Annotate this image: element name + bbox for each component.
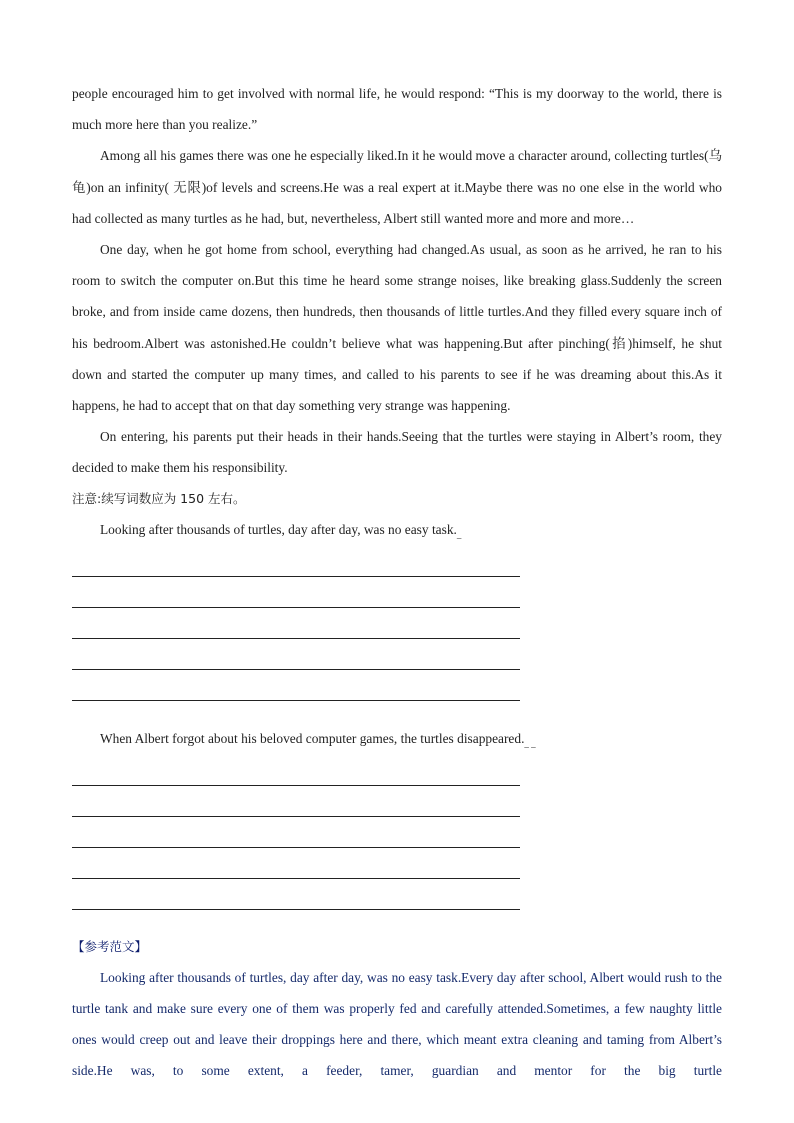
writing-line — [72, 546, 520, 577]
writing-line — [72, 608, 520, 639]
reference-essay: Looking after thousands of turtles, day after day, was no easy task.Every day after school, Albert would rush to the turtle tank and make sure every one of them was properly fed and carefully attended.Sometimes, a few naughty little ones would creep out and leave their droppings here and there, which meant extra cleaning and taming from Albert’s side.He was, to some extent, a feeder, tamer, guardian and mentor for the big turtle — [72, 969, 722, 1078]
story-paragraph-3: One day, when he got home from school, everything had changed.As usual, as soon as he arrived, he ran to his room to switch the computer on.But this time he heard some strange noises, like breaking glass.Suddenly the screen broke, and from inside came dozens, then hundreds, then thousands of little turtles.And they filled every square inch of his bedroom.Albert was astonished.He couldn’t believe what was happening.But after pinching(掐)himself, he shut down and started the computer up many times, and called to his parents to see if he was dreaming about this.As it happens, he had to accept that on that day something very strange was happening. — [72, 242, 722, 414]
writing-line — [72, 879, 520, 910]
writing-line — [72, 670, 520, 701]
story-paragraph-1: people encouraged him to get involved with normal life, he would respond: “This is my doorway to the world, there is much more here than you realize.” — [72, 86, 722, 133]
prompt-1-tail: _ — [456, 529, 462, 540]
writing-line — [72, 786, 520, 817]
continuation-prompt-2 — [72, 723, 722, 755]
writing-line — [72, 639, 520, 670]
prompt-1-text: Looking after thousands of turtles, day after day, was no easy task. — [100, 521, 457, 537]
continuation-prompt-1 — [72, 514, 722, 546]
prompt-2-tail: _ _ — [524, 738, 536, 749]
writing-line — [72, 577, 520, 608]
story-paragraph-2: Among all his games there was one he especially liked.In it he would move a character around, collecting turtles(乌龟)on an infinity( 无限)of levels and screens.He was a real expert at it.Maybe there was no one else in the world who had collected as many turtles as he had, but, nevertheless, Albert still wanted more and more and more… — [72, 148, 722, 226]
reference-heading: 【参考范文】 — [72, 938, 148, 954]
writing-line — [72, 817, 520, 848]
word-count-note: 注意:续写词数应为 150 左右。 — [72, 490, 246, 506]
prompt-2-text: When Albert forgot about his beloved computer games, the turtles disappeared. — [100, 730, 525, 746]
document-content — [72, 78, 722, 1086]
story-paragraph-4: On entering, his parents put their heads in their hands.Seeing that the turtles were staying in Albert’s room, they decided to make them his responsibility. — [72, 429, 722, 476]
writing-line — [72, 755, 520, 786]
writing-lines-1[interactable] — [72, 546, 520, 701]
writing-line — [72, 848, 520, 879]
writing-lines-2[interactable] — [72, 755, 520, 910]
